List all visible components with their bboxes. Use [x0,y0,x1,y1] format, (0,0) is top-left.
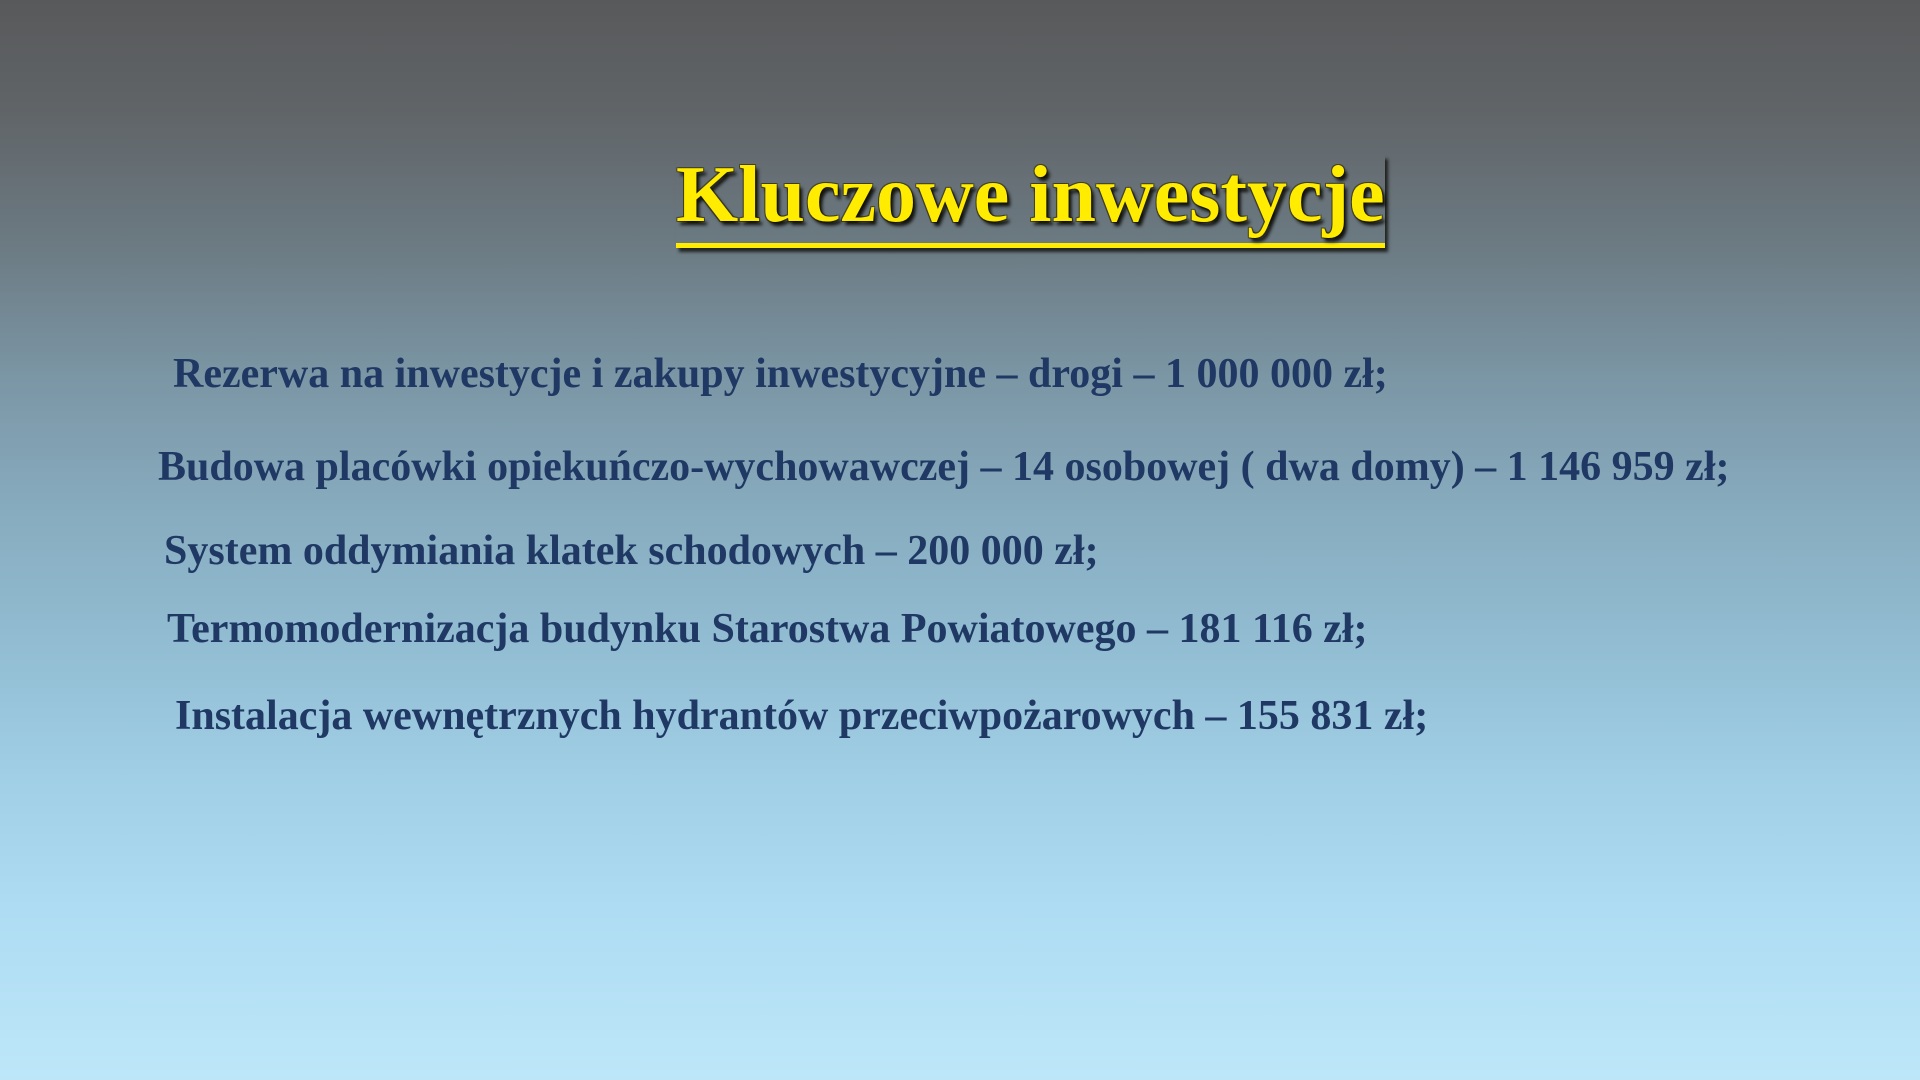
investment-item-reserve-roads: Rezerwa na inwestycje i zakupy inwestycyjne – drogi – 1 000 000 zł; [173,351,1388,397]
investment-item-thermomodernization: Termomodernizacja budynku Starostwa Powiatowego – 181 116 zł; [167,606,1368,652]
slide-title-block [676,151,1385,248]
investment-item-fire-hydrants: Instalacja wewnętrznych hydrantów przeciwpożarowych – 155 831 zł; [175,693,1429,739]
investment-item-care-facility: Budowa placówki opiekuńczo-wychowawczej – 14 osobowej ( dwa domy) – 1 146 959 zł; [158,444,1730,490]
slide-title: Kluczowe inwestycje [676,155,1385,248]
investment-item-smoke-extraction: System oddymiania klatek schodowych – 200 000 zł; [164,528,1099,574]
title-reflection [676,250,1385,320]
